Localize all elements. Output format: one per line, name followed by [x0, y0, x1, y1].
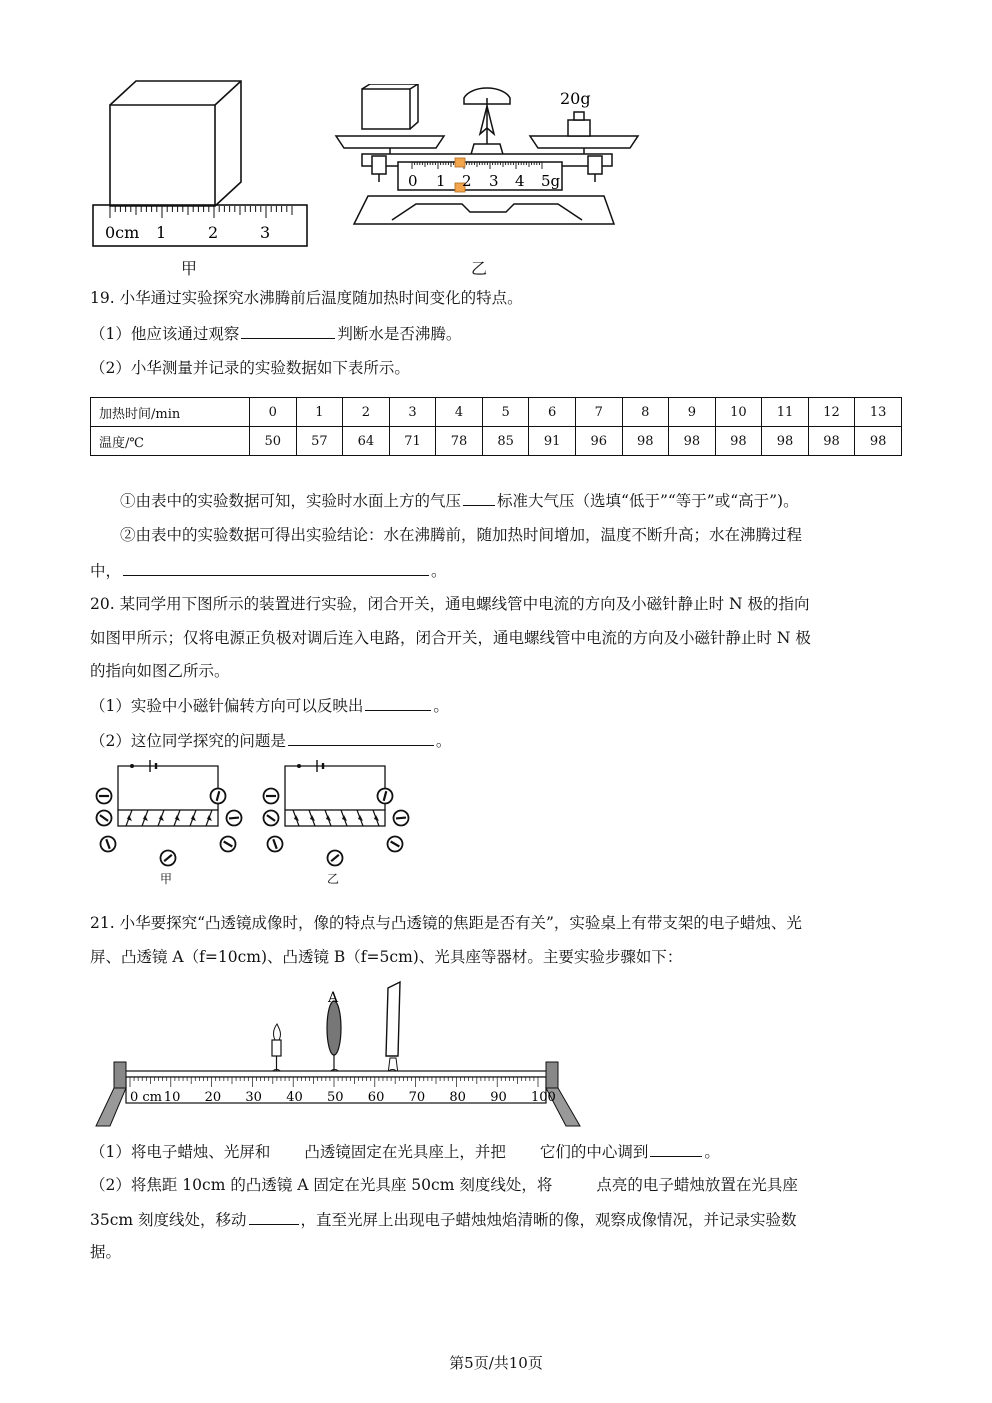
page-footer: 第5页/共10页	[449, 1354, 543, 1372]
table-cell: 98	[762, 427, 809, 456]
balance-mass-label: 20g	[560, 89, 591, 108]
bench-label-10: 100	[531, 1090, 556, 1105]
bench-label-4: 40	[286, 1090, 303, 1105]
balance-scale-5: 5g	[541, 172, 561, 190]
ruler-label-3: 3	[260, 223, 271, 242]
rider-top	[455, 158, 465, 167]
optical-bench-figure	[92, 980, 586, 1130]
solenoid-figure-yi	[255, 758, 415, 888]
balance-scale-2: 2	[462, 172, 472, 190]
table-cell: 11	[762, 398, 809, 427]
compass-icon	[394, 811, 409, 826]
bench-label-9: 90	[490, 1090, 507, 1105]
q20-blank-2[interactable]	[288, 729, 434, 746]
table-cell: 98	[715, 427, 762, 456]
q19-blank-1[interactable]	[241, 322, 335, 339]
q21-blank-2[interactable]	[249, 1208, 299, 1225]
balance-figure	[332, 84, 644, 232]
q19-part1-tail: 判断水是否沸腾。	[337, 325, 462, 343]
ruler-cube-figure	[88, 78, 318, 250]
light-screen	[386, 982, 400, 1056]
bench-label-0: 0 cm	[130, 1090, 163, 1105]
cube-front	[110, 105, 215, 206]
table-row-time	[91, 398, 902, 427]
table-cell: 57	[296, 427, 343, 456]
q20-part2	[90, 729, 451, 752]
table-row-temp	[91, 427, 902, 456]
table-cell: 78	[436, 427, 483, 456]
lens-label: A	[328, 990, 339, 1006]
table-cell: 98	[669, 427, 716, 456]
table-cell: 96	[575, 427, 622, 456]
fig-yi-caption: 乙	[471, 259, 488, 278]
q20-p2-tail: 。	[435, 732, 452, 750]
q20-fig-yi-caption: 乙	[327, 872, 340, 886]
q20-p2-text: （2）这位同学探究的问题是	[90, 732, 286, 750]
table-cell: 2	[343, 398, 390, 427]
compass-icon	[378, 789, 393, 804]
q20-stem-line2: 如图甲所示；仅将电源正负极对调后连入电路，闭合开关，通电螺线管中电流的方向及小磁针静止时 N 极	[90, 629, 811, 647]
bench-label-5: 50	[327, 1090, 344, 1105]
data-table	[90, 397, 902, 456]
q21-part2	[90, 1174, 798, 1196]
compass-icon	[264, 811, 279, 826]
fig-jia-caption: 甲	[181, 259, 198, 278]
q19-s1-text: ①由表中的实验数据可知，实验时水面上方的气压	[120, 492, 462, 510]
q21-part2-cont	[90, 1208, 797, 1231]
table-header-time: 加热时间/min	[91, 398, 250, 427]
ruler-label-2: 2	[208, 223, 219, 242]
compass-icon	[227, 811, 242, 826]
q19-blank-2[interactable]	[463, 489, 495, 506]
balance-scale-3: 3	[489, 172, 499, 190]
bench-label-7: 70	[408, 1090, 426, 1105]
q20-fig-jia-caption: 甲	[160, 872, 173, 886]
q21-part1	[90, 1140, 720, 1163]
q19-s1-tail: 标准大气压（选填“低于”“等于”或“高于”)。	[497, 492, 799, 510]
q21-p2-b: 点亮的电子蜡烛放置在光具座	[596, 1176, 798, 1194]
table-header-temp: 温度/℃	[91, 427, 250, 456]
q20-part1	[90, 694, 449, 717]
q21-p1-c: 它们的中心调到	[539, 1143, 649, 1161]
q21-stem-line2: 屏、凸透镜 A（f=10cm)、凸透镜 B（f=5cm)、光具座等器材。主要实验步骤如下：	[90, 948, 683, 966]
q21-part2-end: 据。	[90, 1243, 122, 1261]
table-cell: 13	[855, 398, 902, 427]
q21-p2-c-tail: ，直至光屏上出现电子蜡烛烛焰清晰的像，观察成像情况，并记录实验数	[300, 1211, 797, 1229]
balance-scale-4: 4	[515, 172, 525, 190]
lens-a	[327, 1001, 341, 1055]
table-cell: 9	[669, 398, 716, 427]
q20-p1-text: （1）实验中小磁针偏转方向可以反映出	[90, 697, 364, 715]
q20-stem-line3: 的指向如图乙所示。	[90, 662, 230, 680]
table-cell: 50	[250, 427, 297, 456]
q19-statement-2: ②由表中的实验数据可得出实验结论：水在沸腾前，随加热时间增加，温度不断升高；水在沸腾过程	[120, 526, 803, 544]
table-cell: 4	[436, 398, 483, 427]
bench-label-8: 80	[449, 1090, 466, 1105]
q19-part1	[90, 322, 461, 345]
q21-blank-1[interactable]	[650, 1140, 702, 1157]
q21-p1-b: 凸透镜固定在光具座上，并把	[304, 1143, 506, 1161]
table-cell: 3	[389, 398, 436, 427]
table-cell: 71	[389, 427, 436, 456]
table-cell: 64	[343, 427, 390, 456]
balance-scale-0: 0	[408, 172, 418, 190]
table-cell: 10	[715, 398, 762, 427]
q19-statement-2-cont	[90, 559, 447, 582]
q20-stem-line1: 20. 某同学用下图所示的装置进行实验，闭合开关，通电螺线管中电流的方向及小磁针静止时 N 极的指向	[90, 595, 810, 613]
table-cell: 8	[622, 398, 669, 427]
q19-statement-1	[120, 489, 799, 512]
q21-stem-line1: 21. 小华要探究“凸透镜成像时，像的特点与凸透镜的焦距是否有关”，实验桌上有带支架的电子蜡烛、光	[90, 914, 802, 932]
table-cell: 98	[808, 427, 855, 456]
table-cell: 7	[575, 398, 622, 427]
bench-label-3: 30	[245, 1090, 262, 1105]
q20-p1-tail: 。	[433, 697, 449, 715]
compass-icon	[97, 811, 112, 826]
table-cell: 0	[250, 398, 297, 427]
bench-label-2: 20	[204, 1090, 222, 1105]
q21-p2-c: 35cm 刻度线处，移动	[90, 1211, 247, 1229]
ruler-label-0: 0cm	[105, 223, 140, 242]
compass-icon	[388, 837, 403, 852]
q19-s2-tail: 。	[431, 562, 447, 580]
q19-part1-text: （1）他应该通过观察	[90, 325, 240, 343]
compass-icon	[328, 851, 343, 866]
balance-scale-1: 1	[436, 172, 446, 190]
table-cell: 5	[482, 398, 529, 427]
q21-p2-a: （2）将焦距 10cm 的凸透镜 A 固定在光具座 50cm 刻度线处，将	[90, 1176, 553, 1194]
table-cell: 98	[622, 427, 669, 456]
compass-icon	[101, 837, 116, 852]
compass-icon	[161, 851, 176, 866]
electronic-candle	[272, 1040, 281, 1056]
compass-icon	[211, 789, 226, 804]
table-cell: 1	[296, 398, 343, 427]
table-cell: 12	[808, 398, 855, 427]
bench-label-6: 60	[367, 1090, 385, 1105]
ruler-label-1: 1	[156, 223, 167, 242]
q19-blank-3[interactable]	[123, 559, 429, 576]
solenoid-figure-jia	[88, 758, 248, 888]
table-cell: 98	[855, 427, 902, 456]
compass-icon	[264, 789, 279, 804]
bench-label-1: 10	[163, 1090, 181, 1105]
q20-blank-1[interactable]	[365, 694, 431, 711]
compass-icon	[268, 837, 283, 852]
table-cell: 85	[482, 427, 529, 456]
q21-p1-a: （1）将电子蜡烛、光屏和	[90, 1143, 271, 1161]
compass-icon	[221, 837, 236, 852]
table-cell: 6	[529, 398, 576, 427]
q21-p1-d: 。	[704, 1143, 720, 1161]
q19-part2: （2）小华测量并记录的实验数据如下表所示。	[90, 359, 410, 377]
q19-s2-lead: 中，	[90, 562, 122, 580]
table-cell: 91	[529, 427, 576, 456]
compass-icon	[97, 789, 112, 804]
q19-stem: 19. 小华通过实验探究水沸腾前后温度随加热时间变化的特点。	[90, 289, 523, 307]
